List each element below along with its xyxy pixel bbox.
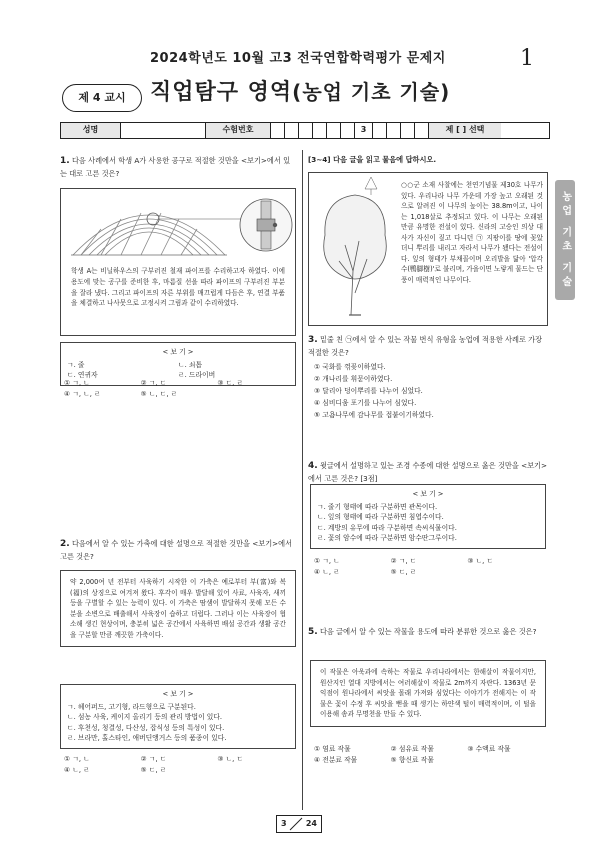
page-footer [276,815,322,833]
q5-number: 5. [308,627,318,637]
bogi-item: ㄷ. 계방의 유무에 따라 구분하면 속씨식물이다. [317,523,457,532]
choice-2[interactable]: ② ㄱ, ㄷ [140,755,167,763]
choice-1[interactable]: ① 염료 작물 [314,745,351,753]
subject-main: 직업탐구 영역 [150,80,293,105]
bogi-item: ㄹ. 브라만, 홀스타인, 애버딘앵거스 등의 품종이 있다. [67,734,227,743]
exam-digit-box[interactable] [299,123,313,138]
choice-1[interactable]: ① 국화를 꺾꽂이하였다. [314,363,386,371]
bogi-item: ㄴ. 잎의 형태에 따라 구분하면 침엽수이다. [317,513,444,522]
q1-figure-box [60,188,296,336]
q1-stem [60,155,296,179]
q5-stem-text: 다음 글에서 알 수 있는 작물을 용도에 따라 분류한 것으로 옳은 것은? [319,627,537,636]
choice-4[interactable]: ④ ㄱ, ㄴ, ㄹ [64,389,101,398]
exam-digit-box[interactable] [271,123,285,138]
bogi-item: ㄴ. 쇠톱 [178,360,203,369]
q4-choices [314,556,544,578]
q3-choices [314,362,544,421]
choice-4[interactable]: ④ ㄴ, ㄹ [314,567,340,576]
q34-intro: [3~4] 다음 글을 읽고 물음에 답하시오. [308,155,437,164]
choice-3[interactable]: ③ 달리아 덩이뿌리를 나누어 심었다. [314,386,423,395]
exam-digit-box[interactable] [387,123,401,138]
bogi-item: ㄴ. 섬농 사육, 케이지 올리기 등의 관리 방법이 있다. [67,713,223,722]
q2-bogi-box [60,684,296,749]
bogi-item: ㄹ. 꽃의 암수에 따라 구분하면 암수딴그루이다. [317,534,457,543]
bogi-item: ㄱ. 헤어퍼드, 고기형, 라드형으로 구분된다. [67,702,196,711]
slash-divider [289,817,303,831]
name-field[interactable] [121,123,206,138]
choice-3[interactable]: ③ 수액료 작물 [467,745,511,753]
tree-passage: ○○군 소재 사찰에는 천연기념물 제30호 나무가 있다. 우리나라 나무 가운데 가장 높고 오래된 것으로 알려진 이 나무의 높이는 38.8m이고, 나이는 1,018살로 추정되고 있다. 이 나무는 오래된 만큼 유명한 전설이 있다. 신라의 고승인 의상 대사가 자신이 짚고 다니던 ㉠ 지팡이를 땅에 꽂았더니 뿌리를 내리고 자라서 나무가 됐다는 전설이다. 잎의 형태가 부채꼴이며 오리발을 닮아 '압각수(鴨脚樹)'로 불리며, 가을이면 노랗게 물드는 단풍이 매력적인 나무이다. [401,181,543,284]
choice-4[interactable]: ④ 심비디움 포기를 나누어 심었다. [314,398,417,407]
q4-stem [308,460,548,484]
select-label: 제 [ ] 선택 [429,123,501,138]
exam-digit-box[interactable] [401,123,415,138]
footer-page: 3 [281,818,287,828]
bogi-title: < 보 기 > [162,690,194,698]
choice-2[interactable]: ② ㄱ, ㄷ [140,379,167,387]
q3-stem-text: 밑줄 친 ㉠에서 알 수 있는 작물 번식 유형을 농업에 적용한 사례로 가장 적절한 것은? [308,335,543,357]
choice-5[interactable]: ⑤ ㄷ, ㄹ [390,567,417,576]
q4-bogi-box [310,484,546,549]
q5-choices [314,744,544,766]
info-bar [60,122,550,139]
footer-total: 24 [305,818,317,828]
q4-stem-text: 윗글에서 설명하고 있는 조경 수종에 대한 설명으로 옳은 것만을 <보기>에서 고른 것은? [3점] [308,461,548,483]
q2-choices [64,754,294,776]
q2-stem [60,538,296,562]
exam-digit-fixed: 3 [355,123,373,138]
bogi-title: < 보 기 > [162,348,194,356]
q2-stem-text: 다음에서 알 수 있는 가축에 대한 설명으로 적절한 것만을 <보기>에서 고른 것은? [60,539,293,561]
bogi-item: ㄹ. 드라이버 [178,371,216,380]
bogi-item: ㄷ. 연귀자 [67,371,98,380]
side-subject-tab: 농업 기초 기술 [555,180,575,300]
choice-5[interactable]: ⑤ 향신료 작물 [390,755,434,764]
exam-digit-box[interactable] [313,123,327,138]
q4-number: 4. [308,461,318,471]
q1-passage: 학생 A는 비닐하우스의 구부러진 철재 파이프를 수리하고자 하였다. 이에 용도에 맞는 공구를 준비한 후, 마름질 선을 따라 파이프의 구부러진 부분을 잘라 냈다. 그리고 파이프의 자른 부위를 매끄럽게 다듬은 후, 연결 부품을 체결하고 나사못으로 고정시켜 그림과 같이 수리하였다. [71,267,285,308]
ginkgo-tree-illustration [315,175,395,325]
bogi-item: ㄷ. 후천성, 청결성, 다산성, 잡식성 등의 특성이 있다. [67,723,225,732]
q5-stem [308,626,548,640]
exam-digit-box[interactable] [415,123,429,138]
subject-paren: (농업 기초 기술) [292,80,451,104]
exam-digit-box[interactable] [341,123,355,138]
exam-digit-box[interactable] [285,123,299,138]
choice-5[interactable]: ⑤ ㄷ, ㄹ [140,765,167,774]
choice-2[interactable]: ② ㄱ, ㄷ [390,557,417,565]
choice-3[interactable]: ③ ㄴ, ㄷ [217,755,244,763]
column-divider [302,150,303,810]
choice-4[interactable]: ④ 전분료 작물 [314,755,358,764]
name-label: 성명 [61,123,121,138]
q5-passage: 이 작물은 아욱과에 속하는 작물로 우리나라에서는 한해살이 작물이지만, 원산지인 열대 지방에서는 여러해살이 작물로 2m까지 자란다. 1363년 문익점이 원나라에서 씨앗을 몰래 가져와 심었다는 이야기가 전해지는 이 작물은 꽃이 수정 후 씨앗을 뻗을 때 생기는 하얀색 털이 매력적이며, 이 털을 이용해 솜과 무명천을 만들 수 있다. [310,660,546,727]
choice-5[interactable]: ⑤ 고욤나무에 감나무를 접붙이기하였다. [314,410,434,419]
choice-2[interactable]: ② 개나리를 휘묻이하였다. [314,374,393,383]
bogi-title: < 보 기 > [412,490,444,498]
subject-title [150,78,450,108]
exam-digit-box[interactable] [327,123,341,138]
page-number: 1 [520,46,534,71]
choice-1[interactable]: ① ㄱ, ㄴ [64,755,90,763]
exam-title: 2024학년도 10월 고3 전국연합학력평가 문제지 [150,51,446,66]
q2-passage: 약 2,000여 년 전부터 사육하기 시작한 이 가축은 예로부터 부(富)와 복(福)의 상징으로 여겨져 왔다. 후각이 매우 발달해 있어 사료, 사육자, 새끼 등을 구별할 수 있는 능력이 있다. 이 가축은 땀샘이 발달하지 못해 모든 수분을 소변으로 배출해서 사육장이 습하고 더럽다. 그러나 이는 사육장이 협소해 생긴 현상이며, 충분히 넓은 공간에서 사육하면 배설 공간과 생활 공간을 구분할 만큼 깨끗한 가축이다. [60,570,296,647]
choice-3[interactable]: ③ ㄴ, ㄷ [467,557,494,565]
choice-3[interactable]: ③ ㄷ, ㄹ [217,379,244,387]
tree-passage-box [308,172,548,326]
q1-stem-text: 다음 사례에서 학생 A가 사용한 공구로 적절한 것만을 <보기>에서 있는 대로 고른 것은? [60,156,291,178]
q1-number: 1. [60,156,70,166]
choice-1[interactable]: ① ㄱ, ㄴ [314,557,340,565]
bogi-item: ㄱ. 줄 [67,360,85,369]
choice-1[interactable]: ① ㄱ, ㄴ [64,379,90,387]
choice-2[interactable]: ② 섬유료 작물 [390,745,434,753]
bogi-item: ㄱ. 줄기 형태에 따라 구분하면 관목이다. [317,502,438,511]
exam-no-label: 수험번호 [206,123,271,138]
q1-choices [64,378,294,400]
greenhouse-pipe-illustration [61,189,297,261]
q3-stem [308,334,548,358]
choice-4[interactable]: ④ ㄴ, ㄹ [64,765,90,774]
q3-number: 3. [308,335,318,345]
q2-number: 2. [60,539,70,549]
choice-5[interactable]: ⑤ ㄴ, ㄷ, ㄹ [140,389,178,398]
session-label: 제 4 교시 [62,84,142,112]
exam-digit-box[interactable] [373,123,387,138]
